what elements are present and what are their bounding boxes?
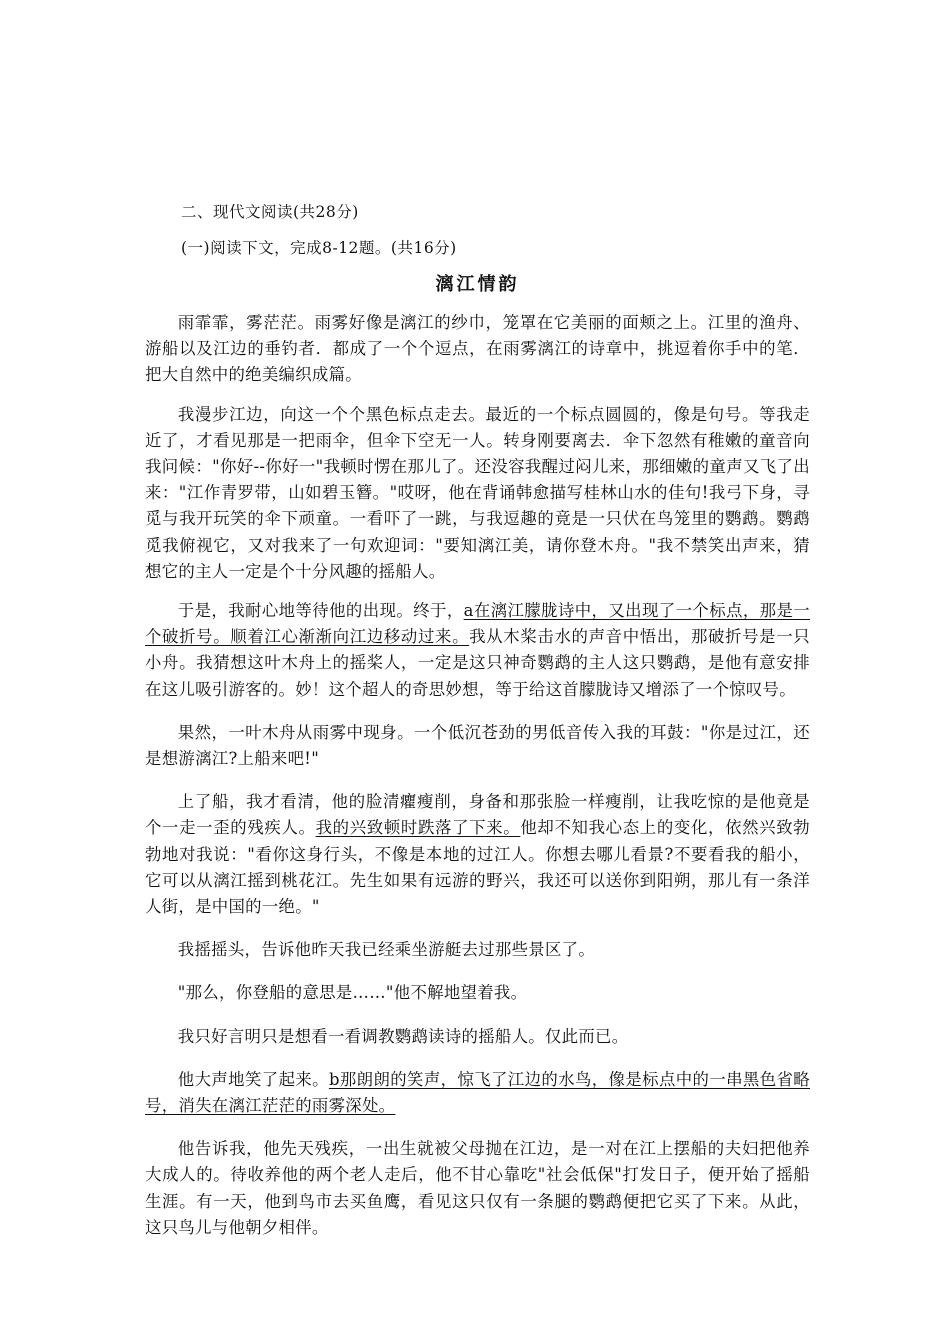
- paragraph-6: 我摇摇头，告诉他昨天我已经乘坐游艇去过那些景区了。: [177, 940, 596, 960]
- paragraph-7: "那么，你登船的意思是……"他不解地望着我。: [177, 983, 528, 1003]
- paragraph-9-lead: 他大声地笑了起来。: [177, 1069, 329, 1089]
- paragraph-8: 我只好言明只是想看一看调教鹦鹉读诗的摇船人。仅此而已。: [177, 1026, 629, 1046]
- underlined-sentence-a: a在漓江朦胧诗中，又出现了一个标点，那是一个破折号。顺着江心渐渐向江边移动过来。: [145, 601, 810, 647]
- paragraph-3: [145, 598, 810, 703]
- paragraph-2: 我漫步江边，向这一个个黑色标点走去。最近的一个标点圆圆的，像是句号。等我走近了，才看见那是一把雨伞，但伞下空无一人。转身刚要离去．伞下忽然有稚嫩的童音向我问候："你好--你好一"我顿时愣在那儿了。还没容我醒过闷儿来，那细嫩的童声又飞了出来："江作青罗带，山如碧玉簪。"哎呀，他在背诵韩愈描写桂林山水的佳句!我弓下身，寻觅与我开玩笑的伞下顽童。一看吓了一跳，与我逗趣的竟是一只伏在鸟笼里的鹦鹉。鹦鹉觅我俯视它，又对我来了一句欢迎词："要知漓江美，请你登木舟。"我不禁笑出声来，猜想它的主人一定是个十分风趣的摇船人。: [145, 404, 810, 581]
- underlined-sentence-mood: 我的兴致顿时跌落了下来。: [315, 818, 521, 838]
- reading-instruction: (一)阅读下文，完成8-12题。(共16分): [181, 239, 457, 257]
- article-title: 漓江情韵: [435, 274, 520, 295]
- paragraph-5: [145, 789, 810, 920]
- paragraph-4: 果然，一叶木舟从雨雾中现身。一个低沉苍劲的男低音传入我的耳鼓："你是过江，还是想游漓江?上船来吧!": [145, 722, 810, 769]
- paragraph-5-rest: 他却不知我心态上的变化，依然兴致勃勃地对我说："看你这身行头，不像是本地的过江人。你想去哪儿看景?不要看我的船小，它可以从漓江摇到桃花江。先生如果有远游的野兴，我还可以送你到阳朔，那儿有一条洋人街，是中国的一绝。": [145, 818, 810, 917]
- paragraph-1: 雨霏霏，雾茫茫。雨雾好像是漓江的纱巾，笼罩在它美丽的面颊之上。江里的渔舟、游船以及江边的垂钓者．都成了一个个逗点，在雨雾漓江的诗章中，挑逗着你手中的笔．把大自然中的绝美编织成篇。: [145, 313, 810, 385]
- paragraph-3-lead: 于是，我耐心地等待他的出现。终于，: [177, 601, 464, 621]
- paragraph-3-rest: 我从木桨击水的声音中悟出，那破折号是一只小舟。我猜想这叶木舟上的摇桨人，一定是这只神奇鹦鹉的主人这只鹦鹉，是他有意安排在这儿吸引游客的。妙！这个超人的奇思妙想，等于给这首朦胧诗又增添了一个惊叹号。: [145, 627, 810, 699]
- article-body: [145, 310, 810, 1258]
- section-heading: 二、现代文阅读(共28分): [181, 203, 359, 221]
- paragraph-9: [145, 1067, 810, 1119]
- underlined-sentence-b: b那朗朗的笑声，惊飞了江边的水鸟，像是标点中的一串黑色省略号，消失在漓江茫茫的雨雾深处。: [145, 1069, 810, 1116]
- paragraph-5-lead: 上了船，我才看清，他的脸清癯瘦削，身备和那张脸一样瘦削，让我吃惊的是他竟是个一走一歪的残疾人。: [145, 792, 810, 838]
- paragraph-10: 他告诉我，他先天残疾，一出生就被父母抛在江边，是一对在江上摆船的夫妇把他养大成人的。待收养他的两个老人走后，他不甘心靠吃"社会低保"打发日子，便开始了摇船生涯。有一天，他到鸟市去买鱼鹰，看见这只仅有一条腿的鹦鹉便把它买了下来。从此，这只鸟儿与他朝夕相伴。: [145, 1139, 810, 1237]
